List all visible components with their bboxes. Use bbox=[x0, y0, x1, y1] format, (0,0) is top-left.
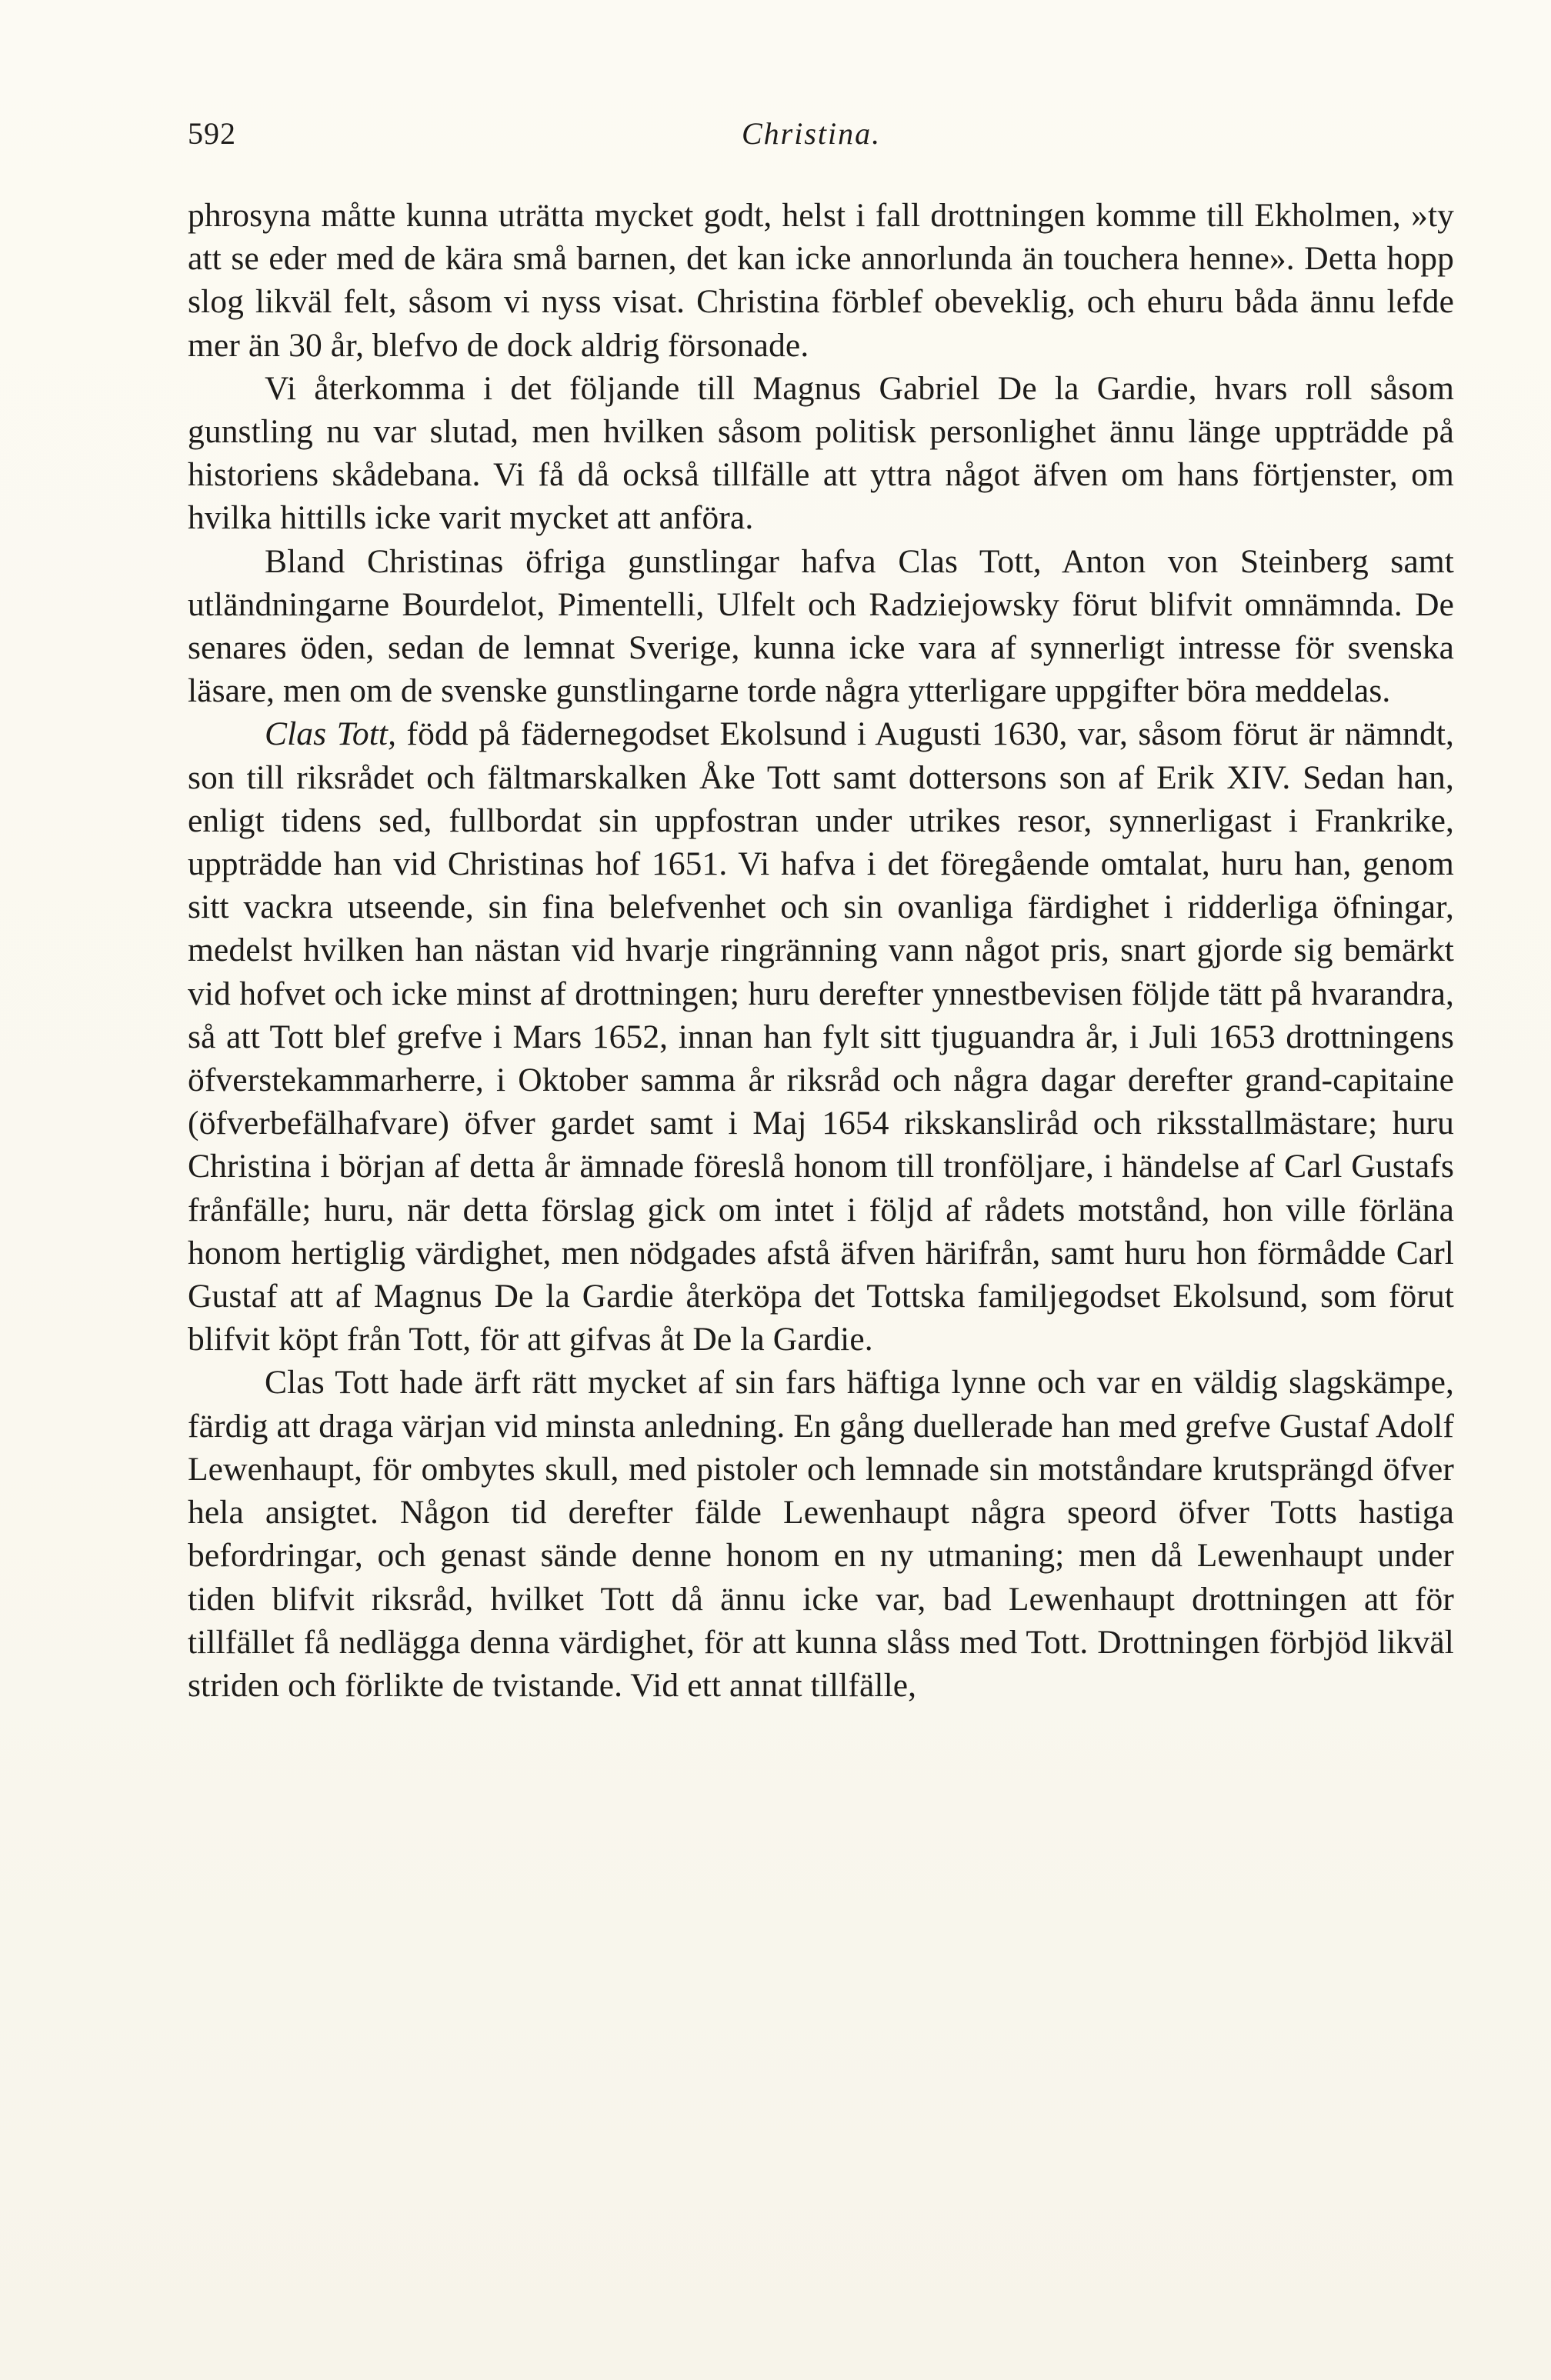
paragraph-4 bbox=[188, 712, 1454, 1361]
page-number: 592 bbox=[188, 116, 236, 151]
person-name-clas-tott: Clas Tott, bbox=[265, 715, 397, 753]
body-text bbox=[188, 194, 1454, 1707]
paragraph-3: Bland Christinas öfriga gunstlingar hafva Clas Tott, Anton von Steinberg samt utländningarne Bourdelot, Pimentelli, Ulfelt och Radziejowsky förut blifvit omnämnda. De senares öden, sedan de lemnat Sverige, kunna icke vara af synnerligt intresse för svenska läsare, men om de svenske gunstlingarne torde några ytterligare uppgifter böra meddelas. bbox=[188, 542, 1454, 710]
paragraph-1: phrosyna måtte kunna uträtta mycket godt, helst i fall drottningen komme till Ekholmen, »ty att se eder med de kära små barnen, det kan icke annorlunda än touchera henne». Detta hopp slog likväl felt, såsom vi nyss visat. Christina förblef obeveklig, och ehuru båda ännu lefde mer än 30 år, blefvo de dock aldrig försonade. bbox=[188, 197, 1454, 364]
running-title: Christina. bbox=[742, 116, 882, 151]
paragraph-5: Clas Tott hade ärft rätt mycket af sin fars häftiga lynne och var en väldig slagskämpe, färdig att draga värjan vid minsta anledning. En gång duellerade han med grefve Gustaf Adolf Lewenhaupt, för ombytes skull, med pistoler och lemnade sin motståndare krutsprängd öfver hela ansigtet. Någon tid derefter fälde Lewenhaupt några speord öfver Totts hastiga befordringar, och genast sände denne honom en ny utmaning; men då Lewenhaupt under tiden blifvit riksråd, hvilket Tott då ännu icke var, bad Lewenhaupt drottningen att för tillfället få nedlägga denna värdighet, för att kunna slåss med Tott. Drottningen förbjöd likväl striden och förlikte de tvistande. Vid ett annat tillfälle, bbox=[188, 1364, 1454, 1704]
paragraph-4-text: född på fädernegodset Ekolsund i Augusti 1630, var, såsom förut är nämndt, son till riksrådet och fältmarskalken Åke Tott samt dottersons son af Erik XIV. Sedan han, enligt tidens sed, fullbordat sin uppfostran under utrikes resor, synnerligast i Frankrike, uppträdde han vid Christinas hof 1651. Vi hafva i det föregående omtalat, huru han, genom sitt vackra utseende, sin fina belefvenhet och sin ovanliga färdighet i ridderliga öfningar, medelst hvilken han nästan vid hvarje ringränning vann något pris, snart gjorde sig bemärkt vid hofvet och icke minst af drottningen; huru derefter ynnestbevisen följde tätt på hvarandra, så att Tott blef grefve i Mars 1652, innan han fylt sitt tjuguandra år, i Juli 1653 drottningens öfverstekammarherre, i Oktober samma år riksråd och några dagar derefter grand-capitaine (öfverbefälhafvare) öfver gardet samt i Maj 1654 rikskansliråd och riksstallmästare; huru Christina i början af detta år ämnade föreslå honom till tronföljare, i händelse af Carl Gustafs frånfälle; huru, när detta förslag gick om intet i följd af rådets motstånd, hon ville förläna honom hertiglig värdighet, men nödgades afstå äfven härifrån, samt huru hon förmådde Carl Gustaf att af Magnus De la Gardie återköpa det Tottska familjegodset Ekolsund, som förut blifvit köpt från Tott, för att gifvas åt De la Gardie. bbox=[188, 715, 1454, 1358]
page-header bbox=[188, 115, 1465, 162]
paragraph-2: Vi återkomma i det följande till Magnus Gabriel De la Gardie, hvars roll såsom gunstling nu var slutad, men hvilken såsom politisk personlighet ännu länge uppträdde på historiens skådebana. Vi få då också tillfälle att yttra något äfven om hans förtjenster, om hvilka hittills icke varit mycket att anföra. bbox=[188, 369, 1454, 537]
